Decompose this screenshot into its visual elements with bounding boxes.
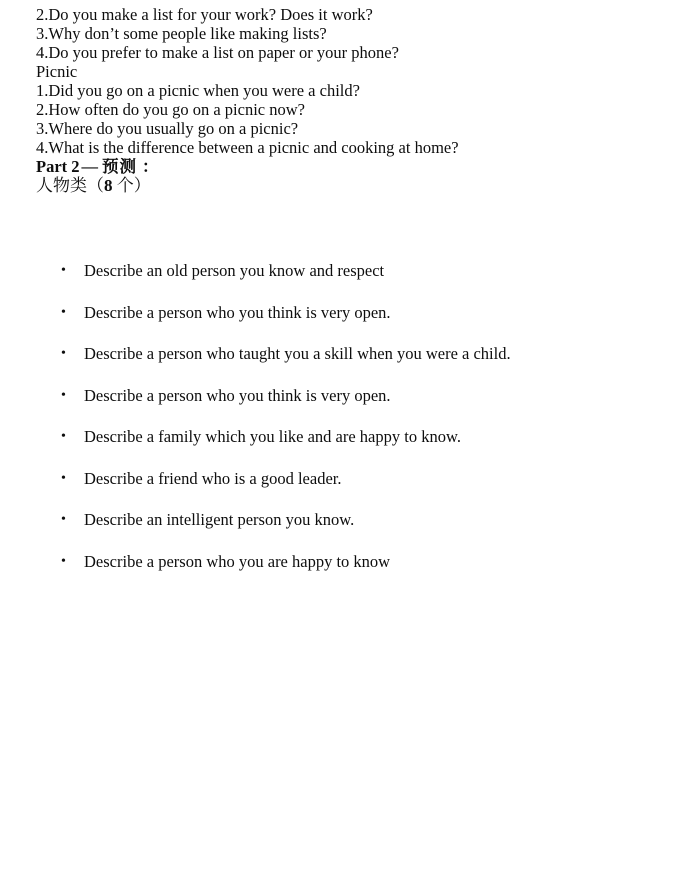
category-suffix: 个）	[112, 176, 151, 195]
bullet-icon: •	[61, 512, 66, 527]
intro-question: 4.Do you prefer to make a list on paper or your phone?	[36, 43, 399, 62]
list-item-text: Describe a family which you like and are happy to know.	[84, 427, 461, 446]
picnic-question: 4.What is the difference between a picnic and cooking at home?	[36, 138, 459, 157]
list-item-text: Describe a person who taught you a skill when you were a child.	[84, 344, 511, 363]
picnic-question: 2.How often do you go on a picnic now?	[36, 100, 305, 119]
bullet-icon: •	[61, 470, 66, 486]
describe-topics-list	[36, 261, 658, 571]
part2-label-cn: 预测	[102, 157, 138, 176]
list-item-text: Describe an intelligent person you know.	[84, 510, 355, 529]
list-item	[36, 303, 658, 322]
list-item-text: Describe a person who you think is very open.	[84, 385, 391, 405]
list-item	[36, 552, 658, 571]
picnic-question: 3.Where do you usually go on a picnic?	[36, 119, 299, 138]
list-item	[36, 261, 658, 280]
picnic-section-title: Picnic	[36, 62, 78, 81]
list-item	[36, 510, 658, 529]
bullet-icon: •	[61, 346, 66, 361]
part2-dash: —	[81, 157, 99, 176]
bullet-icon: •	[61, 553, 66, 569]
part2-label-en: Part 2	[36, 157, 80, 176]
list-item-text: Describe a person who you are happy to know	[84, 551, 391, 571]
list-item	[36, 344, 658, 363]
bullet-icon: •	[61, 429, 66, 444]
list-item-text: Describe a friend who is a good leader.	[84, 468, 342, 488]
part2-colon: ：	[142, 157, 159, 176]
bullet-icon: •	[61, 387, 66, 403]
category-heading	[36, 176, 658, 196]
bullet-icon: •	[61, 263, 66, 278]
bullet-icon: •	[61, 304, 66, 320]
list-item-text: Describe an old person you know and respect	[84, 261, 385, 280]
intro-question: 2.Do you make a list for your work? Does it work?	[36, 5, 373, 24]
list-item	[36, 469, 658, 488]
list-item-text: Describe a person who you think is very open.	[84, 302, 391, 322]
list-item	[36, 427, 658, 446]
part2-heading	[36, 157, 658, 176]
list-item	[36, 386, 658, 405]
intro-question: 3.Why don’t some people like making lists?	[36, 24, 327, 43]
picnic-question: 1.Did you go on a picnic when you were a child?	[36, 81, 360, 100]
category-count: 8	[104, 176, 113, 195]
category-prefix: 人物类（	[36, 176, 104, 195]
